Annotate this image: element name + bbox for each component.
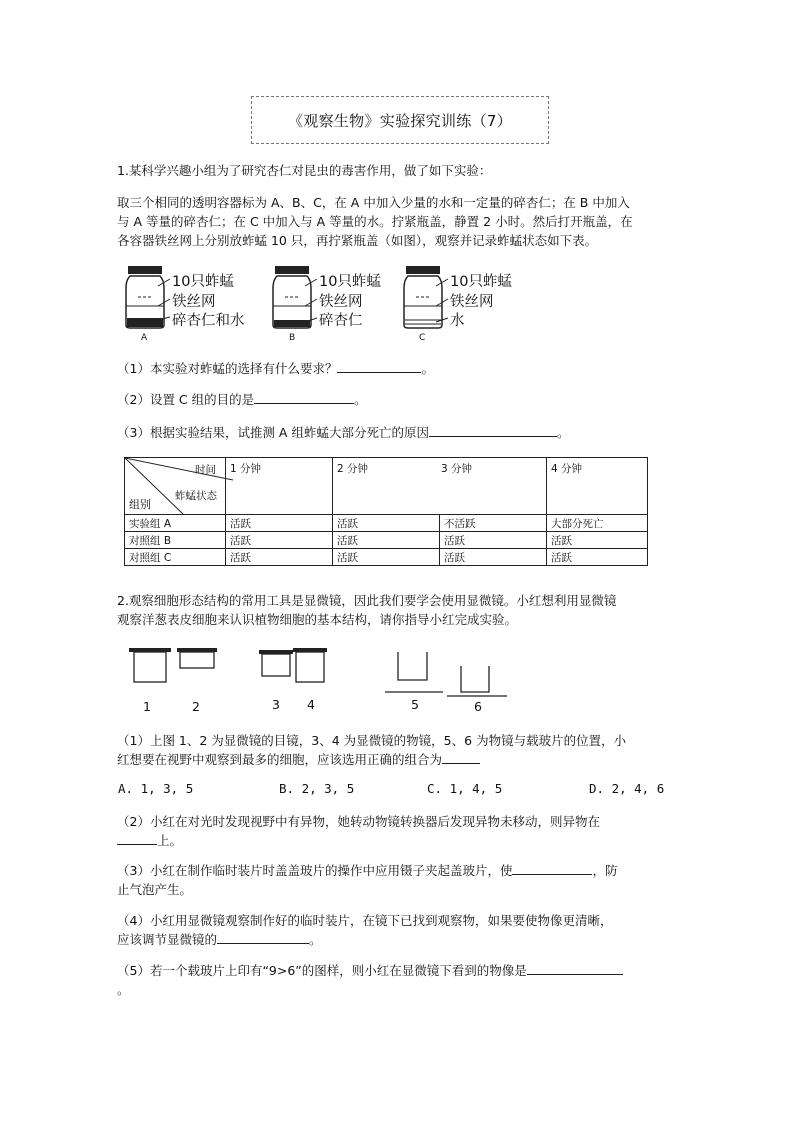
jar-a-icon <box>126 266 170 328</box>
fig-label-1: 1 <box>143 699 151 714</box>
q2-sub2-blank[interactable] <box>117 831 157 845</box>
objective-4-icon <box>293 648 327 682</box>
q1-sub3-blank[interactable] <box>429 423 557 437</box>
q2-sub1-line2-text: 红想要在视野中观察到最多的细胞，应该选用正确的组合为 <box>117 752 443 767</box>
fig-label-6: 6 <box>474 699 482 714</box>
table-cell: 不活跃 <box>440 515 547 532</box>
jar-b-label-mid: 铁丝网 <box>319 294 363 310</box>
jar-c-label-top: 10只蚱蜢 <box>450 274 512 290</box>
eyepiece-1-icon <box>129 648 171 682</box>
q2-sub3-line1 <box>117 861 677 880</box>
jar-b-icon <box>273 266 317 328</box>
q1-sub1-end: 。 <box>421 361 434 376</box>
table-cell: 活跃 <box>226 515 333 532</box>
jar-c-icon <box>404 266 448 328</box>
table-cell: 活跃 <box>547 549 648 566</box>
page-title: 《观察生物》实验探究训练（7） <box>287 111 513 130</box>
q1-para-line1: 取三个相同的透明容器标为 A、B、C，在 A 中加入少量的水和一定量的碎杏仁；在 B 中加入 <box>117 195 630 210</box>
q2-sub5-blank[interactable] <box>527 961 623 975</box>
table-header-state: 蚱蜢状态 <box>175 490 217 502</box>
q1-sub2-end: 。 <box>354 392 367 407</box>
q2-sub2-line2-end: 上。 <box>157 833 183 848</box>
table-cell: 活跃 <box>333 532 440 549</box>
fig-label-5: 5 <box>411 697 419 712</box>
fig-label-4: 4 <box>307 697 315 712</box>
table-header-time: 时间 <box>195 464 216 476</box>
page-title-box <box>251 96 549 144</box>
jar-b-label-top: 10只蚱蜢 <box>319 274 381 290</box>
q2-sub5-text: （5）若一个载玻片上印有“9>6”的图样，则小红在显微镜下看到的物像是 <box>117 963 527 978</box>
objective-slide-6-icon <box>447 666 507 696</box>
q2-sub4-line1: （4）小红用显微镜观察制作好的临时装片，在镜下已找到观察物，如果要使物像更清晰， <box>117 913 613 928</box>
q2-sub3-end: ，防 <box>592 863 618 878</box>
fig-label-2: 2 <box>192 699 200 714</box>
q2-stem-line2: 观察洋葱表皮细胞来认识植物细胞的基本结构，请你指导小红完成实验。 <box>117 612 518 627</box>
table-col-header: 1 分钟 <box>226 458 333 515</box>
q1-para-line3: 各容器铁丝网上分别放蚱蜢 10 只，再拧紧瓶盖（如图），观察并记录蚱蜢状态如下表。 <box>117 233 598 248</box>
q2-sub4-line2 <box>117 930 677 949</box>
table-row <box>125 549 648 566</box>
table-row <box>125 515 648 532</box>
table-cell: 活跃 <box>547 532 648 549</box>
fig-label-3: 3 <box>272 697 280 712</box>
q2-sub2-line1: （2）小红在对光时发现视野中有异物，她转动物镜转换器后发现异物未移动，则异物在 <box>117 814 600 829</box>
option-a[interactable]: A. 1, 3, 5 <box>118 781 194 796</box>
q2-sub3-text: （3）小红在制作临时装片时盖盖玻片的操作中应用镊子夹起盖玻片，使 <box>117 863 513 878</box>
q2-stem-line1: 2.观察细胞形态结构的常用工具是显微镜，因此我们要学会使用显微镜。小红想利用显微镜 <box>117 593 617 608</box>
table-cell: 活跃 <box>333 549 440 566</box>
q1-sub3 <box>117 423 677 442</box>
jar-c-label-bottom: 水 <box>450 313 465 329</box>
results-table-wrap <box>124 457 648 566</box>
q2-sub2-line2 <box>117 831 677 850</box>
table-header-diagonal-cell <box>125 458 226 515</box>
table-cell: 活跃 <box>440 549 547 566</box>
table-cell: 活跃 <box>226 532 333 549</box>
option-d[interactable]: D. 2, 4, 6 <box>589 781 665 796</box>
jar-c-label-mid: 铁丝网 <box>450 294 494 310</box>
table-row <box>125 532 648 549</box>
jar-b-label-bottom: 碎杏仁 <box>319 313 363 329</box>
q2-sub3-blank[interactable] <box>512 861 592 875</box>
q2-sub3-line2: 止气泡产生。 <box>117 882 193 897</box>
q1-sub3-end: 。 <box>556 425 570 440</box>
q1-sub1-blank[interactable] <box>337 359 421 373</box>
q1-sub3-text: （3）根据实验结果，试推测 A 组蚱蜢大部分死亡的原因 <box>117 425 429 440</box>
table-row-group: 对照组 C <box>125 549 226 566</box>
table-row-group: 对照组 B <box>125 532 226 549</box>
q1-sub1 <box>117 359 677 378</box>
jar-a-label-bottom: 碎杏仁和水 <box>172 313 245 329</box>
table-col-header: 3 分钟 <box>441 463 473 475</box>
q1-sub1-text: （1）本实验对蚱蜢的选择有什么要求？ <box>117 361 338 376</box>
q2-sub5-line1 <box>117 961 677 980</box>
table-row-group: 实验组 A <box>125 515 226 532</box>
table-col-header-group <box>333 458 547 515</box>
table-header-group: 组别 <box>129 498 151 511</box>
table-cell: 活跃 <box>226 549 333 566</box>
table-cell: 大部分死亡 <box>547 515 648 532</box>
table-cell: 活跃 <box>440 532 547 549</box>
microscope-parts-figure <box>125 646 515 706</box>
eyepiece-2-icon <box>177 648 217 668</box>
q1-sub2-text: （2）设置 C 组的目的是 <box>117 392 255 407</box>
objective-slide-5-icon <box>385 652 443 692</box>
q2-sub1-blank[interactable] <box>442 750 480 764</box>
results-table <box>124 457 648 566</box>
q1-sub2 <box>117 390 677 409</box>
jar-a-letter: A <box>141 333 148 343</box>
q1-stem: 1.某科学兴趣小组为了研究杏仁对昆虫的毒害作用，做了如下实验： <box>117 163 492 178</box>
q2-sub4-text: 应该调节显微镜的 <box>117 932 218 947</box>
objective-3-icon <box>259 650 293 676</box>
jar-c-letter: C <box>419 333 426 343</box>
q2-sub4-blank[interactable] <box>217 930 309 944</box>
q2-sub5-line2: 。 <box>117 982 130 997</box>
option-c[interactable]: C. 1, 4, 5 <box>427 781 503 796</box>
jar-a-label-top: 10只蚱蜢 <box>172 274 234 290</box>
table-col-header: 2 分钟 <box>337 463 369 475</box>
table-cell: 活跃 <box>333 515 440 532</box>
q2-sub1-line1: （1）上图 1、2 为显微镜的目镜，3、4 为显微镜的物镜，5、6 为物镜与载玻片的位置，小 <box>117 733 627 748</box>
q1-para-line2: 与 A 等量的碎杏仁；在 C 中加入与 A 等量的水。拧紧瓶盖，静置 2 小时。然后打开瓶盖，在 <box>117 214 633 229</box>
q2-sub4-end: 。 <box>309 932 322 947</box>
table-col-header: 4 分钟 <box>547 458 648 515</box>
jar-a-label-mid: 铁丝网 <box>172 294 216 310</box>
q1-sub2-blank[interactable] <box>254 390 354 404</box>
q2-sub1-line2 <box>117 750 677 769</box>
jar-b-letter: B <box>289 333 296 343</box>
option-b[interactable]: B. 2, 3, 5 <box>279 781 355 796</box>
